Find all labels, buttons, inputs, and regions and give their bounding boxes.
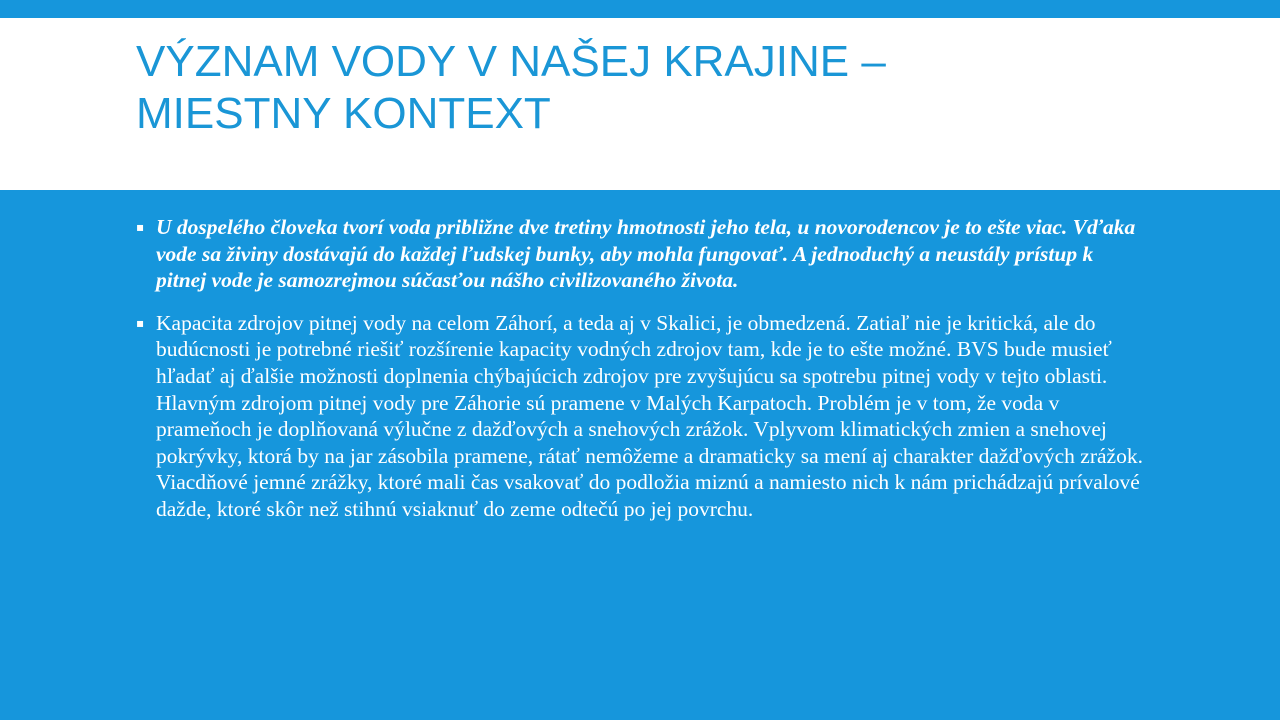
bullet-marker-icon: ▪ bbox=[136, 315, 145, 330]
top-accent-strip bbox=[0, 0, 1280, 18]
slide-title-line-2: MIESTNY KONTEXT bbox=[136, 89, 551, 138]
bullet-text-1: U dospelého človeka tvorí voda približne dve tretiny hmotnosti jeho tela, u novorodencov je to ešte viac. Vďaka vode sa živiny dostávajú do každej ľudskej bunky, aby mohla fungovať. A jednoduchý a neustály prístup k pitnej vode je samozrejmou súčasťou nášho civilizovaného života. bbox=[156, 215, 1136, 293]
bullet-item-2 bbox=[136, 310, 1146, 523]
bullet-text-2: Kapacita zdrojov pitnej vody na celom Záhorí, a teda aj v Skalici, je obmedzená. Zatiaľ nie je kritická, ale do budúcnosti je potrebné riešiť rozšírenie kapacity vodných zdrojov tam, kde je to ešte možné. BVS bude musieť hľadať aj ďalšie možnosti doplnenia chýbajúcich zdrojov pre zvyšujúcu sa spotrebu pitnej vody v tejto oblasti. Hlavným zdrojom pitnej vody pre Záhorie sú pramene v Malých Karpatoch. Problém je v tom, že voda v prameňoch je doplňovaná výlučne z dažďových a snehových zrážok. Vplyvom klimatických zmien a snehovej pokrývky, ktorá by na jar zásobila pramene, rátať nemôžeme a dramaticky sa mení aj charakter dažďových zrážok. Viacdňové jemné zrážky, ktoré mali čas vsakovať do podložia miznú a namiesto nich k nám prichádzajú prívalové dažde, ktoré skôr než stihnú vsiaknuť do zeme odtečú po jej povrchu. bbox=[156, 310, 1143, 521]
bullet-item-1 bbox=[136, 214, 1146, 294]
slide-title-line-1: VÝZNAM VODY V NAŠEJ KRAJINE – bbox=[136, 37, 886, 86]
slide-title bbox=[136, 36, 1176, 140]
slide-content bbox=[136, 214, 1146, 539]
bullet-marker-icon: ▪ bbox=[136, 220, 145, 234]
